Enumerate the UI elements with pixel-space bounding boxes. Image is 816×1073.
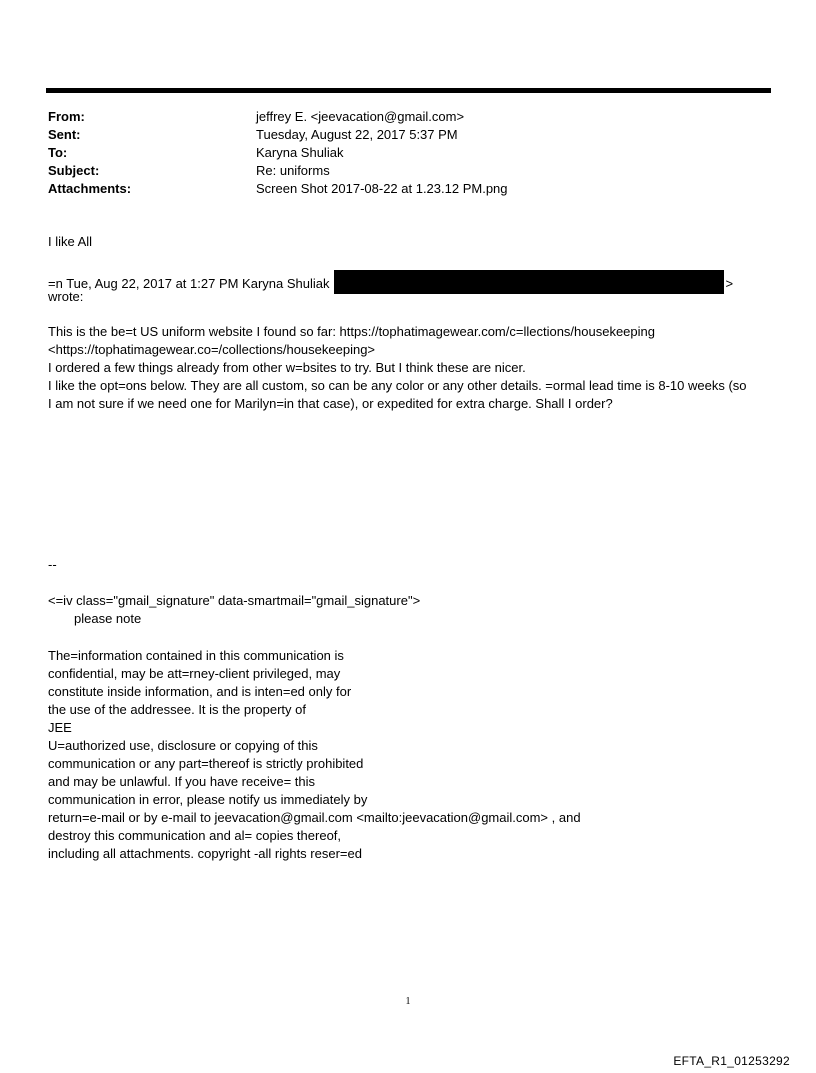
signature-div-line: <=iv class="gmail_signature" data-smartmail="gmail_signature"> [48,593,421,608]
quote-intro-block [48,270,778,306]
disclaimer-block [48,647,778,863]
quoted-message [48,323,778,413]
from-row [48,108,768,126]
attachments-row [48,180,768,198]
document-id: EFTA_R1_01253292 [673,1054,790,1068]
disclaimer-line: confidential, may be att=rney-client privileged, may [48,666,341,681]
disclaimer-line: U=authorized use, disclosure or copying of this [48,738,318,753]
disclaimer-line: return=e-mail or by e-mail to jeevacation@gmail.com <mailto:jeevacation@gmail.com> , and [48,810,581,825]
quote-intro-wrote: wrote: [48,289,84,304]
sent-row [48,126,768,144]
quoted-line-3: I ordered a few things already from other w=bsites to try. But I think these are nicer. [48,360,526,375]
reply-text-block [48,233,778,251]
quoted-line-4: I like the opt=ons below. They are all custom, so can be any color or any other details. =ormal lead time is 8-10 weeks (so [48,378,747,393]
disclaimer-line: communication or any part=thereof is strictly prohibited [48,756,364,771]
disclaimer-line: The=information contained in this communication is [48,648,344,663]
from-value: jeffrey E. <jeevacation@gmail.com> [256,109,465,124]
to-row [48,144,768,162]
page-number: 1 [405,996,411,1007]
from-label: From: [48,109,85,124]
redaction-bar [334,270,724,294]
disclaimer-line: the use of the addressee. It is the property of [48,702,306,717]
disclaimer-line: destroy this communication and al= copies thereof, [48,828,342,843]
disclaimer-line: communication in error, please notify us immediately by [48,792,368,807]
subject-value: Re: uniforms [256,163,330,178]
reply-text: I like All [48,234,93,249]
sent-value: Tuesday, August 22, 2017 5:37 PM [256,127,458,142]
attachments-value: Screen Shot 2017-08-22 at 1.23.12 PM.png [256,181,508,196]
subject-label: Subject: [48,163,100,178]
to-value: Karyna Shuliak [256,145,344,160]
signature-dashes: -- [48,557,57,572]
to-label: To: [48,145,68,160]
subject-row [48,162,768,180]
signature-note: please note [74,611,142,626]
quote-intro-prefix: =n Tue, Aug 22, 2017 at 1:27 PM Karyna Shuliak [48,276,330,291]
disclaimer-line: and may be unlawful. If you have receive= this [48,774,316,789]
quote-intro-suffix: > [725,276,734,291]
sent-label: Sent: [48,127,81,142]
disclaimer-line: including all attachments. copyright -all rights reser=ed [48,846,362,861]
disclaimer-line: constitute inside information, and is inten=ed only for [48,684,352,699]
email-header [48,108,768,198]
disclaimer-line: JEE [48,720,72,735]
quoted-line-5: I am not sure if we need one for Marilyn=in that case), or expedited for extra charge. Shall I order? [48,396,613,411]
signature-block [48,556,778,628]
quote-intro-line [48,270,778,291]
attachments-label: Attachments: [48,181,132,196]
quoted-line-2: <https://tophatimagewear.co=/collections/housekeeping> [48,342,376,357]
spacer [48,574,778,592]
header-divider [46,88,771,93]
quoted-line-1: This is the be=t US uniform website I found so far: https://tophatimagewear.com/c=llections/housekeeping [48,324,655,339]
